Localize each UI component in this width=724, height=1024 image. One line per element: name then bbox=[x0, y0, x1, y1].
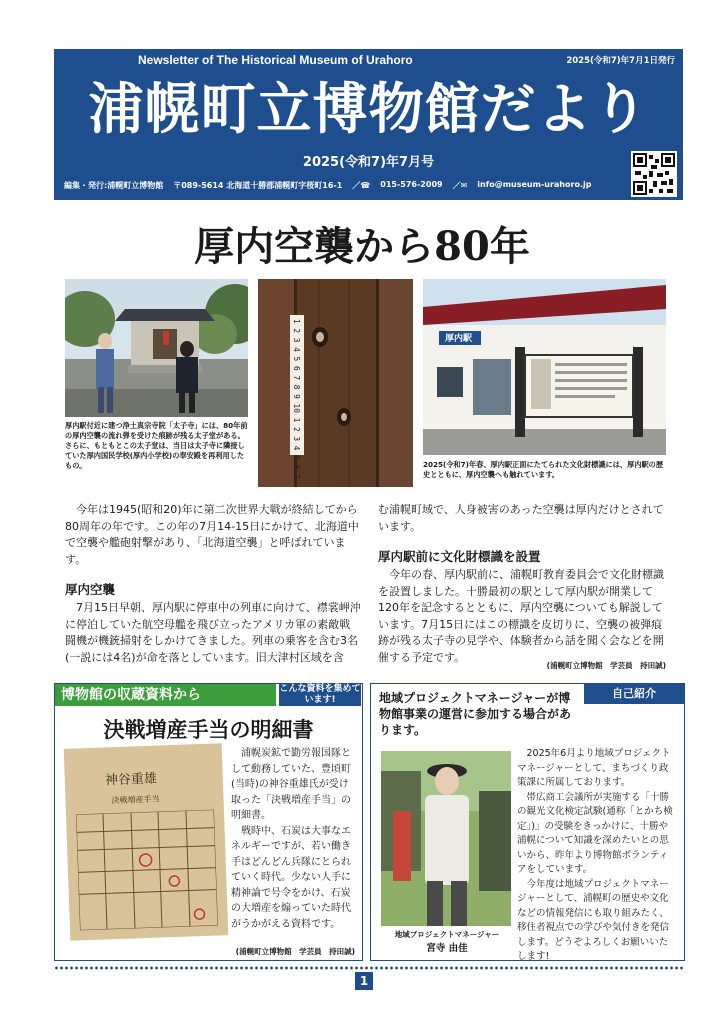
manager-box bbox=[370, 683, 685, 961]
phone-icon: ／☎ bbox=[352, 181, 371, 190]
ruler-marks: 1 2 3 4 5 6 7 8 9 10 1 2 3 4 5 6 7 bbox=[292, 319, 301, 479]
qr-code-icon[interactable] bbox=[631, 151, 677, 197]
mail-icon: ／✉ bbox=[452, 181, 468, 190]
article-left-column bbox=[65, 502, 361, 666]
self-intro-tag: 自己紹介 bbox=[584, 684, 684, 704]
collection-label: 博物館の収蔵資料から bbox=[55, 684, 276, 706]
manager-heading: 地域プロジェクトマネージャーが博物館事業の運営に参加する場合があります。 bbox=[379, 691, 572, 737]
manager-portrait bbox=[381, 751, 511, 926]
contact-line bbox=[64, 180, 664, 191]
article-credit: (浦幌町立博物館 学芸員 持田誠) bbox=[546, 661, 666, 670]
email[interactable]: info@museum-urahoro.jp bbox=[477, 180, 592, 189]
collection-title: 決戦増産手当の明細書 bbox=[103, 717, 314, 742]
collection-text bbox=[231, 746, 353, 932]
footer-divider bbox=[54, 966, 683, 970]
issue-number: 2025(令和7)年7月号 bbox=[302, 155, 435, 170]
station-photo bbox=[423, 279, 666, 455]
manager-text bbox=[517, 747, 677, 965]
article-heritage-sign: 今年の春、厚内駅前に、浦幌町教育委員会で文化財標識を設置しました。十勝最初の駅として厚内駅が開業して120年を記念するとともに、厚内空襲についても解説しています。7月15日にはこの標識を皮切りに、空襲の被弾痕跡が残る太子寺の見学や、体験者から話を聞く会などを開催する予定です。 bbox=[378, 568, 664, 664]
issue-date: 2025(令和7)年7月1日発行 bbox=[566, 56, 675, 66]
collection-tag: こんな資料を集めています! bbox=[279, 684, 361, 705]
heading-heritage-sign: 厚内駅前に文化財標識を設置 bbox=[378, 549, 541, 564]
english-title: Newsletter of The Historical Museum of Urahoro bbox=[138, 53, 413, 67]
headline: 厚内空襲から80年 bbox=[194, 223, 530, 270]
newsletter-title: 浦幌町立博物館だより bbox=[88, 77, 649, 141]
article-continued: む浦幌町域で、人身被害のあった空襲は厚内だけとされています。 bbox=[378, 503, 664, 533]
bullet-hole-photo bbox=[258, 279, 413, 487]
publisher: 編集・発行:浦幌町立博物館 bbox=[64, 181, 164, 190]
caption-station: 2025(令和7)年春、厚内駅正面にたてられた文化財標識には、厚内駅の歴史とともに、厚内空襲へも触れています。 bbox=[423, 460, 664, 479]
manager-text-1: 2025年6月より地域プロジェクトマネージャーとして、まちづくり政策課に所属しております。 bbox=[517, 748, 671, 788]
collection-text-1: 浦幌炭鉱で勤労報国隊として動務していた、豊頃町(当時)の神谷重雄氏が受け取った「決戦増産手当」の明細書。 bbox=[231, 748, 351, 821]
article-atsunai-raid: 7月15日早朝、厚内駅に停車中の列車に向けて、襟裳岬沖に停泊していた航空母艦を飛び立ったアメリカ軍の素敵戦闘機が機銃掃射をしかけてきました。列車の乗客を含む3名(一説には4名)が命を落としています。旧大津村区域を含 bbox=[65, 601, 361, 664]
portrait-caption-name: 宮寺 由佳 bbox=[426, 943, 468, 954]
manager-text-3: 今年度は地域プロジェクトマネージャーとして、浦幌町の歴史や文化などの情報発信にも取り組みたく、移住者視点での学びや気付きを発信します。どうぞよろしくお願いいたします! bbox=[517, 878, 670, 962]
article-right-column bbox=[378, 502, 666, 666]
heading-atsunai-raid: 厚内空襲 bbox=[65, 582, 116, 597]
document-image bbox=[64, 743, 229, 940]
masthead bbox=[54, 49, 683, 200]
temple-photo bbox=[65, 279, 248, 417]
portrait-caption-role: 地域プロジェクトマネージャー bbox=[394, 930, 500, 939]
collection-box bbox=[54, 683, 363, 961]
document-heading: 決戦増産手当 bbox=[111, 794, 160, 806]
collection-text-2: 戦時中、石炭は大事なエネルギーですが、若い働き手はどんどん兵隊にとられていく時代。少ない人手に精神論で号令をかけ、石炭の大増産を煽っていた時代がうかがえる資料です。 bbox=[231, 825, 351, 930]
collection-credit: (浦幌町立博物館 学芸員 持田誠) bbox=[235, 947, 355, 956]
page-number: 1 bbox=[355, 972, 373, 990]
document-name: 神谷重雄 bbox=[104, 771, 158, 789]
phone: 015-576-2009 bbox=[380, 180, 443, 189]
station-sign: 厚内駅 bbox=[445, 334, 473, 344]
manager-text-2: 帯広商工会議所が実施する「十勝の観光文化検定試験(通称「とかち検定」)」の受験をきっかけに、十勝や浦幌について知識を深めたいとの思いから、昨年より博物館ボランティアをしています。 bbox=[517, 791, 673, 875]
address: 〒089-5614 北海道十勝郡浦幌町字桜町16-1 bbox=[173, 181, 343, 190]
caption-temple: 厚内駅付近に建つ浄土真宗寺院「太子寺」には、80年前の厚内空襲の流れ弾を受けた痕跡が残る太子堂がある。 さらに、もともとこの太子堂は、当日は太子寺に隣接していた厚内国民学校(厚内小学校)の奉安殿を再利用したもの。 bbox=[65, 421, 248, 470]
article-intro: 今年は1945(昭和20)年に第二次世界大戦が終結してから80周年の年です。この年の7月14-15日にかけて、北海道中で空襲や艦砲射撃があり、「北海道空襲」と呼ばれています。 bbox=[65, 503, 359, 566]
